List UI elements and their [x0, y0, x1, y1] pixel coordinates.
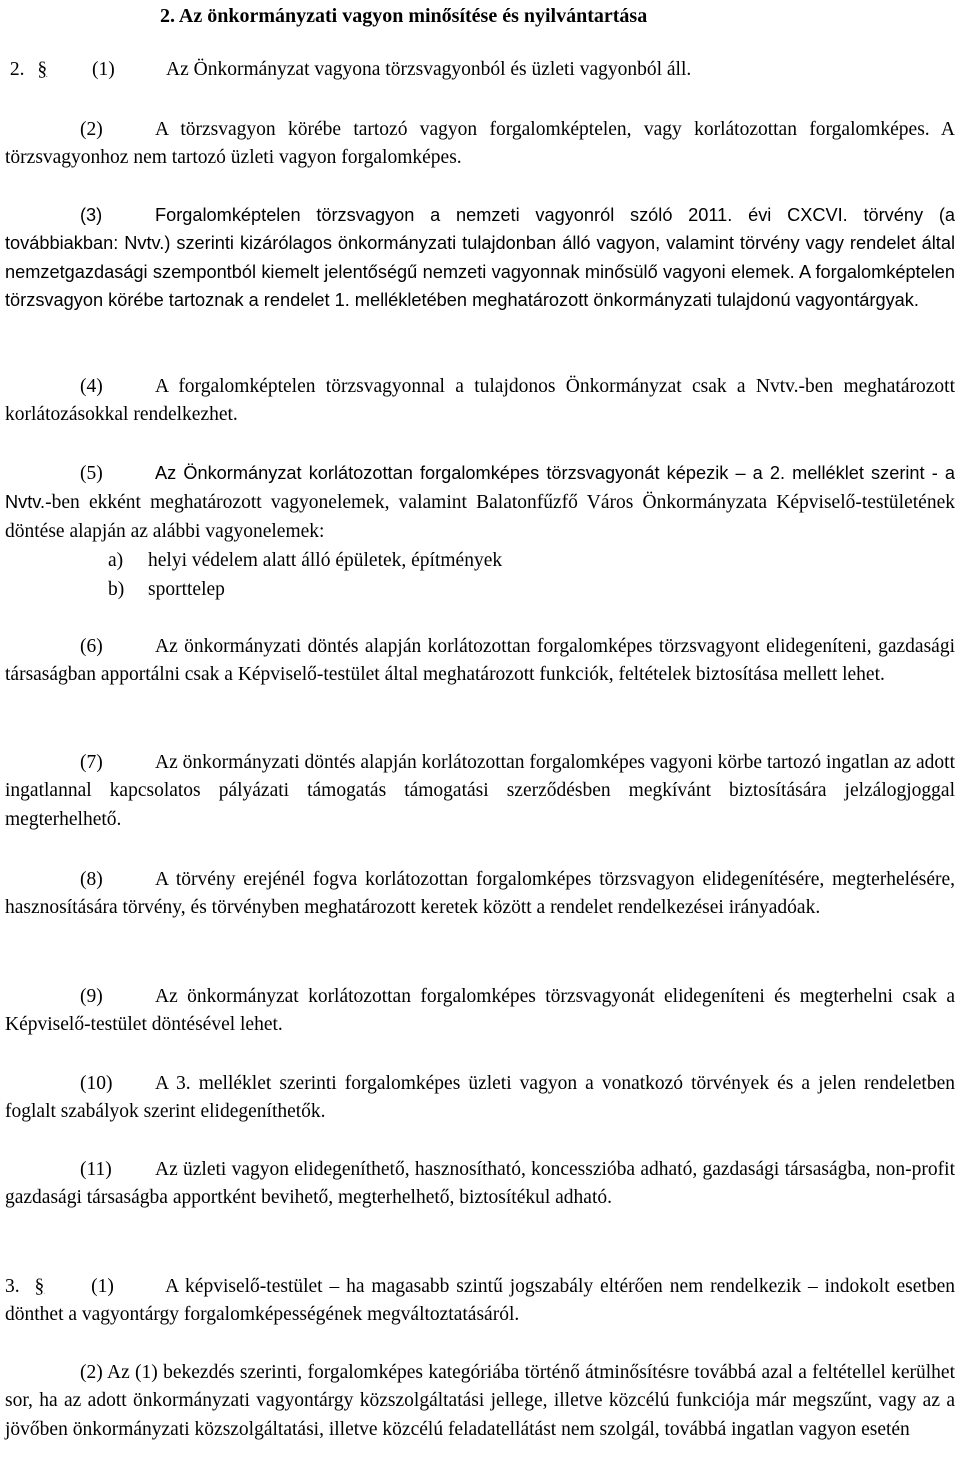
paragraph-number: (8) — [80, 869, 103, 890]
list-item-text: helyi védelem alatt álló épületek, építmények — [148, 550, 503, 571]
paragraph-number: (11) — [80, 1159, 112, 1180]
paragraph-2-9 — [5, 983, 955, 1040]
paragraph-number: (6) — [80, 636, 103, 657]
paragraph-text: A képviselő-testület – ha magasabb szintű jogszabály eltérően nem rendelkezik – indokolt esetben dönthet a vagyontárgy forgalomképességének megváltoztatásáról. — [5, 1276, 955, 1326]
section-number: 2. — [9, 59, 25, 80]
list-item-b — [108, 576, 225, 604]
paragraph-text: A 3. melléklet szerinti forgalomképes üzleti vagyon a vonatkozó törvények és a jelen rendeletben foglalt szabályok szerint elidegeníthetők. — [5, 1073, 955, 1123]
list-item-a — [108, 547, 502, 575]
paragraph-number: (5) — [80, 463, 103, 484]
section-sign: § — [37, 59, 48, 80]
paragraph-number: (3) — [80, 205, 103, 225]
paragraph-number: (2) — [80, 119, 103, 140]
section-heading: 2. Az önkormányzati vagyon minősítése és nyilvántartása — [160, 5, 648, 27]
paragraph-2-6 — [5, 633, 955, 690]
paragraph-number: (7) — [80, 752, 103, 773]
paragraph-number: (10) — [80, 1073, 113, 1094]
paragraph-2-4 — [5, 373, 955, 430]
paragraph-text: Az önkormányzat korlátozottan forgalomképes törzsvagyonát elidegeníteni és megterhelni csak a Képviselő-testület döntésével lehet. — [5, 986, 955, 1036]
paragraph-text: Az önkormányzati döntés alapján korlátozottan forgalomképes törzsvagyont elidegeníteni, gazdasági társaságban apportálni csak a Képviselő-testület által meghatározott funkciók, feltételek biztosítása mellett lehet. — [5, 636, 955, 686]
paragraph-number: (1) — [92, 59, 115, 80]
paragraph-2-11 — [5, 1156, 955, 1213]
paragraph-text: Forgalomképtelen törzsvagyon a nemzeti vagyonról szóló 2011. évi CXCVI. törvény (a továbbiakban: Nvtv.) szerinti kizárólagos önkormányzati tulajdonban álló vagyon, valamint törvény vagy rendelet által nemzetgazdasági szempontból kiemelt jelentőségű nemzeti vagyonnak minősülő vagyoni elemek. A forgalomképtelen törzsvagyon körébe tartoznak a rendelet 1. mellékletében meghatározott önkormányzati tulajdonú vagyontárgyak. — [5, 205, 955, 310]
paragraph-text: Az önkormányzati döntés alapján korlátozottan forgalomképes vagyoni körbe tartozó ingatlan az adott ingatlannal kapcsolatos pályázati támogatás támogatási szerződésben megkívánt biztosítására jelzálogjoggal megterhelhető. — [5, 752, 955, 830]
paragraph-3-1 — [5, 1273, 955, 1330]
paragraph-2-7 — [5, 749, 955, 834]
paragraph-2-10 — [5, 1070, 955, 1127]
paragraph-2-8 — [5, 866, 955, 923]
list-item-text: sporttelep — [148, 579, 225, 600]
list-marker: a) — [108, 550, 124, 571]
paragraph-text: (2) Az (1) bekezdés szerinti, forgalomképes kategóriába történő átminősítésre továbbá azal a feltétellel kerülhet sor, ha az adott önkormányzati vagyontárgy közszolgáltatási jellege, illetve közcélú funkciója már megszűnt, vagy az a jövőben önkormányzati közszolgáltatási, illetve közcélú feladatellátást nem szolgál, továbbá ingatlan vagyon esetén — [5, 1362, 955, 1440]
paragraph-text-sans: Az Önkormányzat korlátozottan forgalomképes törzsvagyonát képezik – a 2. melléklet szerint - a Nvtv. — [5, 463, 955, 513]
section-sign: § — [34, 1276, 45, 1297]
paragraph-2-2 — [5, 116, 955, 173]
list-marker: b) — [108, 579, 125, 600]
paragraph-text: Az Önkormányzat vagyona törzsvagyonból és üzleti vagyonból áll. — [166, 59, 692, 80]
paragraph-text: -ben ekként meghatározott vagyonelemek, valamint Balatonfűzfő Város Önkormányzata Képviselő-testületének döntése alapján az alábbi vagyonelemek: — [5, 492, 955, 542]
paragraph-number: (4) — [80, 376, 103, 397]
paragraph-2-3 — [5, 201, 955, 314]
paragraph-text: A törvény erejénél fogva korlátozottan forgalomképes törzsvagyon elidegenítésére, megterhelésére, hasznosítására törvény, és törvényben meghatározott keretek között a rendelet rendelkezései irányadóak. — [5, 869, 955, 919]
paragraph-2-1 — [5, 56, 955, 84]
paragraph-3-2 — [5, 1359, 955, 1444]
paragraph-2-5 — [5, 459, 955, 546]
paragraph-number: (9) — [80, 986, 103, 1007]
paragraph-text: Az üzleti vagyon elidegeníthető, hasznosítható, koncesszióba adható, gazdasági társaságba, non-profit gazdasági társaságba apportként bevihető, megterhelhető, biztosítékul adható. — [5, 1159, 955, 1209]
section-number: 3. — [5, 1276, 20, 1297]
paragraph-number: (1) — [91, 1276, 114, 1297]
paragraph-text: A forgalomképtelen törzsvagyonnal a tulajdonos Önkormányzat csak a Nvtv.-ben meghatározott korlátozásokkal rendelkezhet. — [5, 376, 955, 426]
paragraph-text: A törzsvagyon körébe tartozó vagyon forgalomképtelen, vagy korlátozottan forgalomképes. A törzsvagyonhoz nem tartozó üzleti vagyon forgalomképes. — [5, 119, 955, 169]
